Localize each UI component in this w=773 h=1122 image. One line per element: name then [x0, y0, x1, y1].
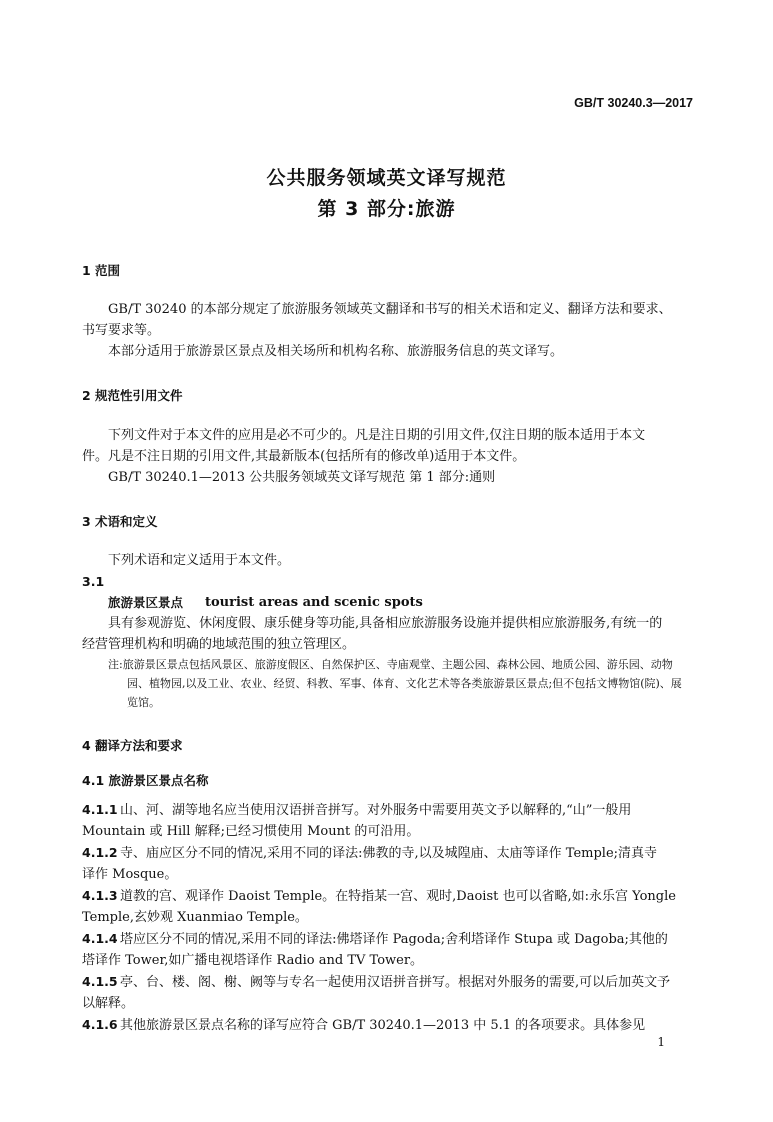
document-subtitle: 第 3 部分:旅游	[317, 198, 456, 220]
section-3-heading: 3 术语和定义	[82, 514, 158, 529]
section-1-paragraph-1-line-2: 书写要求等。	[82, 323, 161, 338]
clause-number: 4.1.5	[82, 974, 118, 989]
clause-text-line-2: 译作 Mosque。	[82, 867, 178, 882]
section-2-paragraph-line-2: 件。凡是不注日期的引用文件,其最新版本(包括所有的修改单)适用于本文件。	[82, 449, 526, 464]
page-number: 1	[657, 1035, 665, 1049]
section-1-paragraph-1-line-1: GB/T 30240 的本部分规定了旅游服务领域英文翻译和书写的相关术语和定义、翻译方法和要求、	[108, 302, 672, 317]
clause-text-line-1: 山、河、湖等地名应当使用汉语拼音拼写。对外服务中需要用英文予以解释的,“山”一般用	[120, 803, 632, 818]
section-3-intro: 下列术语和定义适用于本文件。	[108, 553, 291, 568]
clause-text-line-1: 道教的宫、观译作 Daoist Temple。在特指某一宫、观时,Daoist 也可以省略,如:永乐宫 Yongle	[120, 889, 676, 904]
section-2-heading: 2 规范性引用文件	[82, 388, 183, 403]
standard-code: GB/T 30240.3—2017	[574, 96, 693, 110]
term-note-line-1: 注:旅游景区景点包括风景区、旅游度假区、自然保护区、寺庙观堂、主题公园、森林公园、地质公园、游乐园、动物	[108, 658, 673, 671]
section-4-heading: 4 翻译方法和要求	[82, 738, 183, 753]
term-definition-line-1: 具有参观游览、休闲度假、康乐健身等功能,具备相应旅游服务设施并提供相应旅游服务,有统一的	[108, 616, 663, 631]
clause-text-line-1: 其他旅游景区景点名称的译写应符合 GB/T 30240.1—2013 中 5.1 的各项要求。具体参见	[120, 1018, 646, 1033]
clause-number: 4.1.1	[82, 802, 118, 817]
clause-text-line-2: 塔译作 Tower,如广播电视塔译作 Radio and TV Tower。	[82, 953, 424, 968]
clause-text-line-2: Temple,玄妙观 Xuanmiao Temple。	[82, 910, 308, 925]
term-note-line-3: 览馆。	[127, 696, 160, 709]
section-1-paragraph-2: 本部分适用于旅游景区景点及相关场所和机构名称、旅游服务信息的英文译写。	[108, 344, 564, 359]
clause-text-line-2: 以解释。	[82, 996, 135, 1011]
clause-text-line-2: Mountain 或 Hill 解释;已经习惯使用 Mount 的可沿用。	[82, 824, 420, 839]
clause-number: 4.1.2	[82, 845, 118, 860]
clause-number: 4.1.6	[82, 1017, 118, 1032]
clause-number: 4.1.4	[82, 931, 118, 946]
clause-text-line-1: 塔应区分不同的情况,采用不同的译法:佛塔译作 Pagoda;舍利塔译作 Stupa 或 Dagoba;其他的	[120, 932, 668, 947]
term-note-line-2: 园、植物园,以及工业、农业、经贸、科教、军事、体育、文化艺术等各类旅游景区景点;但不包括文博物馆(院)、展	[127, 677, 682, 690]
section-2-paragraph-line-1: 下列文件对于本文件的应用是必不可少的。凡是注日期的引用文件,仅注日期的版本适用于本文	[108, 428, 646, 443]
clause-text-line-1: 亭、台、楼、阁、榭、阙等与专名一起使用汉语拼音拼写。根据对外服务的需要,可以后加英文予	[120, 975, 671, 990]
term-english: tourist areas and scenic spots	[205, 595, 423, 610]
section-1-heading: 1 范围	[82, 263, 121, 278]
term-definition-line-2: 经营管理机构和明确的地域范围的独立管理区。	[82, 637, 356, 652]
term-chinese: 旅游景区景点	[108, 595, 184, 610]
subsection-4-1-heading: 4.1 旅游景区景点名称	[82, 773, 209, 788]
clause-text-line-1: 寺、庙应区分不同的情况,采用不同的译法:佛教的寺,以及城隍庙、太庙等译作 Temple;清真寺	[120, 846, 658, 861]
normative-reference: GB/T 30240.1—2013 公共服务领域英文译写规范 第 1 部分:通则	[108, 470, 496, 485]
term-number: 3.1	[82, 574, 105, 589]
document-title: 公共服务领域英文译写规范	[266, 167, 507, 189]
clause-number: 4.1.3	[82, 888, 118, 903]
